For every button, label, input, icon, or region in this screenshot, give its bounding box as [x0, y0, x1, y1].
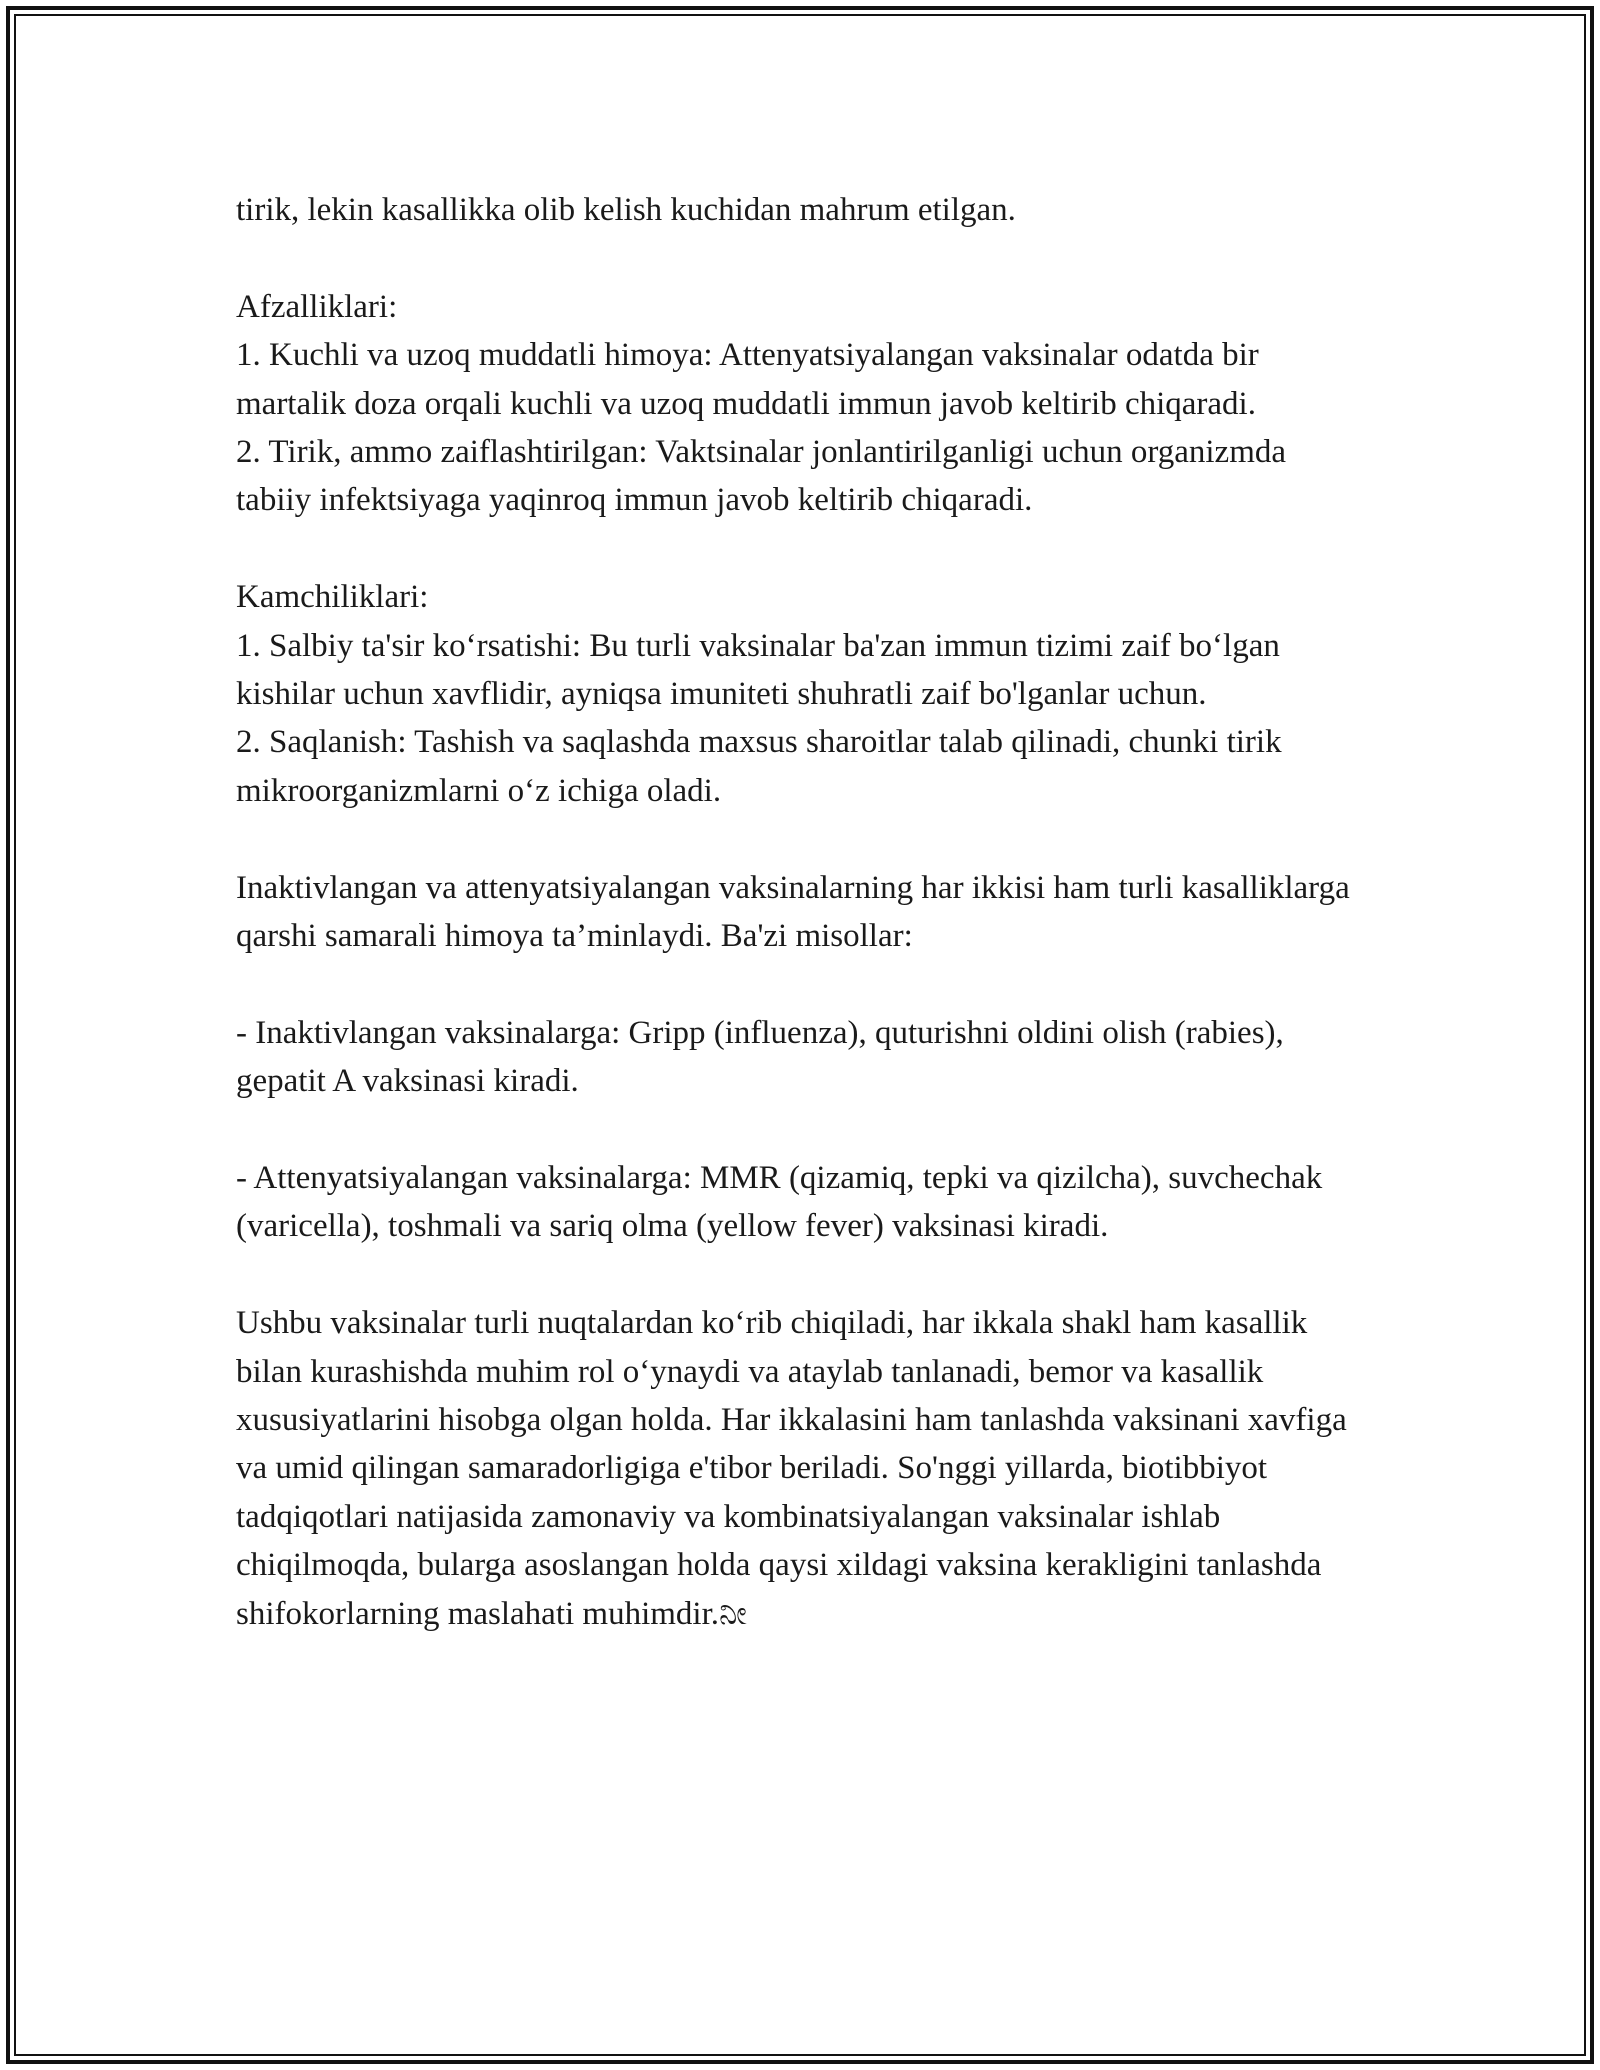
- paragraph-gap: [236, 960, 1366, 1008]
- examples-intro-paragraph: Inaktivlangan va attenyatsiyalangan vaksinalarning har ikkisi ham turli kasalliklarga qarshi samarali himoya ta’minlaydi. Ba'zi misollar:: [236, 869, 1358, 955]
- example-inactivated: - Inaktivlangan vaksinalarga: Gripp (influenza), quturishni oldini olish (rabies), gepatit A vaksinasi kiradi.: [236, 1014, 1293, 1100]
- paragraph-gap: [236, 234, 1366, 282]
- example-attenuated: - Attenyatsiyalangan vaksinalarga: MMR (qizamiq, tepki va qizilcha), suvchechak (varicella), toshmali va sariq olma (yellow fever) vaksinasi kiradi.: [236, 1160, 1331, 1245]
- conclusion-paragraph: Ushbu vaksinalar turli nuqtalardan ko‘rib chiqiladi, har ikkala shakl ham kasallik bilan kurashishda muhim rol o‘ynaydi va ataylab tanlanadi, bemor va kasallik xususiyatlarini hisobga olgan holda. Har ikkalasini ham tanlashda vaksinani xavfiga va umid qilingan samaradorligiga e'tibor beriladi. So'nggi yillarda, biotibbiyot tadqiqotlari natijasida zamonaviy va kombinatsiyalangan vaksinalar ishlab chiqilmoqda, bularga asoslangan holda qaysi xildagi vaksina kerakligini tanlashda shifokorlarning maslahati muhimdir.ನೀ: [236, 1305, 1355, 1632]
- paragraph-gap: [236, 1251, 1366, 1299]
- document-body: [236, 186, 1366, 1638]
- paragraph-gap: [236, 815, 1366, 863]
- disadvantage-item-2: 2. Saqlanish: Tashish va saqlashda maxsus sharoitlar talab qilinadi, chunki tirik mikroorganizmlarni o‘z ichiga oladi.: [236, 724, 1290, 809]
- intro-paragraph: tirik, lekin kasallikka olib kelish kuchidan mahrum etilgan.: [236, 192, 1016, 228]
- advantage-item-1: 1. Kuchli va uzoq muddatli himoya: Attenyatsiyalangan vaksinalar odatda bir martalik doza orqali kuchli va uzoq muddatli immun javob keltirib chiqaradi.: [236, 337, 1267, 422]
- advantage-item-2: 2. Tirik, ammo zaiflashtirilgan: Vaktsinalar jonlantirilganligi uchun organizmda tabiiy infektsiyaga yaqinroq immun javob keltirib chiqaradi.: [236, 434, 1295, 519]
- advantages-heading: Afzalliklari:: [236, 288, 398, 325]
- disadvantages-heading: Kamchiliklari:: [236, 579, 429, 616]
- paragraph-gap: [236, 525, 1366, 573]
- disadvantage-item-1: 1. Salbiy ta'sir ko‘rsatishi: Bu turli vaksinalar ba'zan immun tizimi zaif bo‘lgan kishilar uchun xavflidir, ayniqsa imuniteti shuhratli zaif bo'lganlar uchun.: [236, 627, 1289, 713]
- paragraph-gap: [236, 1106, 1366, 1154]
